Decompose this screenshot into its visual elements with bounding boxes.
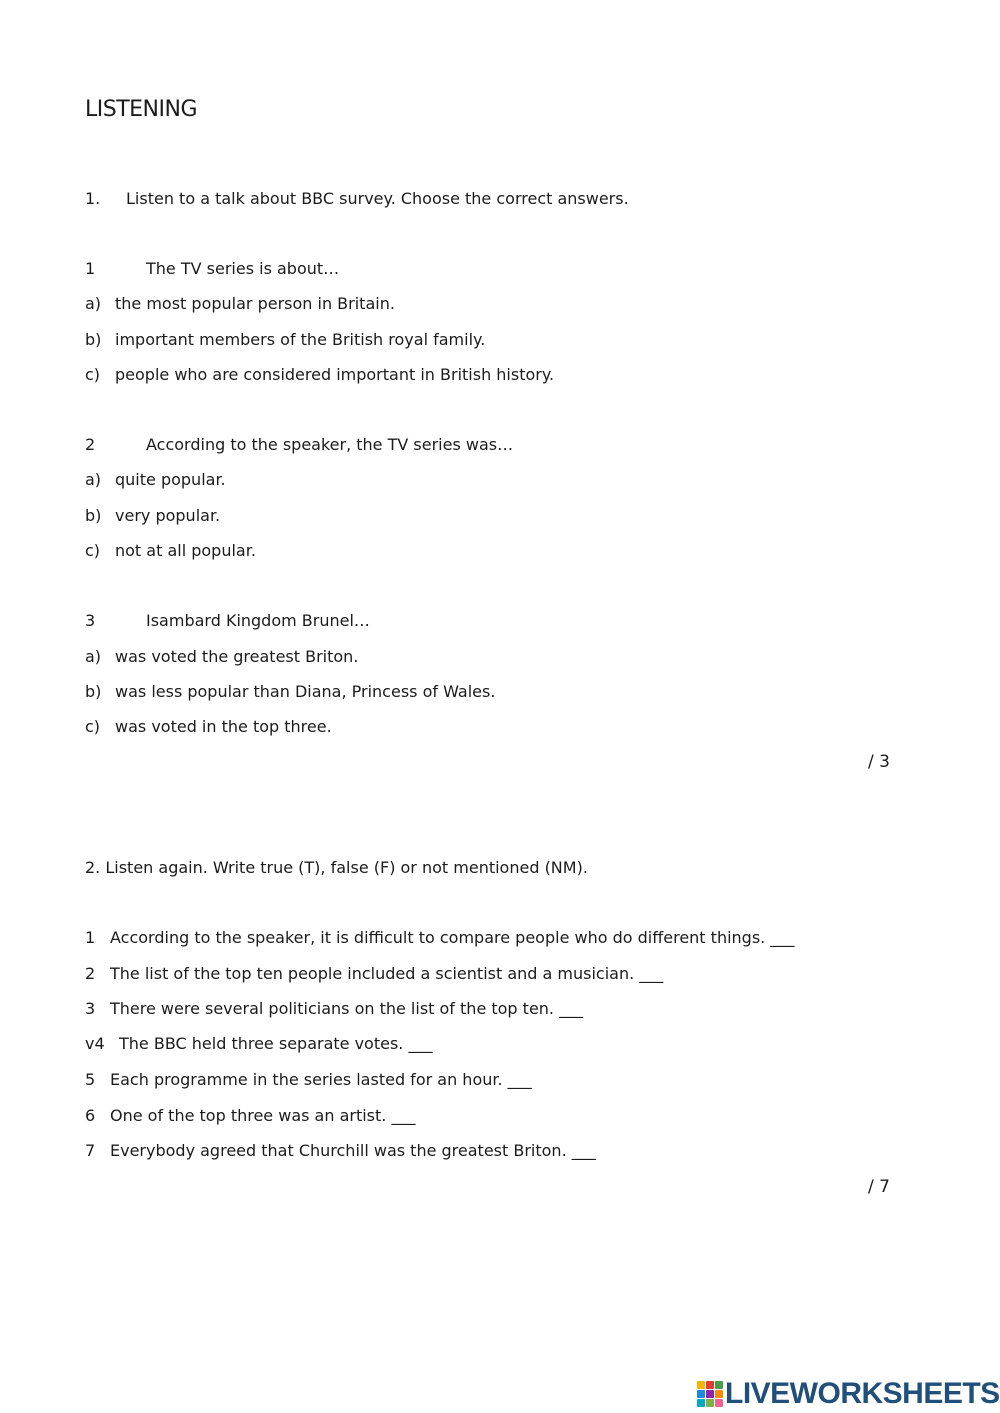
option-letter: b) [85,330,102,349]
statement-text: Everybody agreed that Churchill was the greatest Briton. ___ [110,1141,596,1160]
section2-instruction: 2. Listen again. Write true (T), false (F) or not mentioned (NM). [85,858,588,877]
option-text: not at all popular. [115,541,256,560]
statement-text: The list of the top ten people included a scientist and a musician. ___ [110,964,664,983]
section1-score: / 3 [868,752,890,772]
page-title: LISTENING [85,97,197,122]
statement-text: According to the speaker, it is difficult to compare people who do different things. ___ [110,928,795,947]
logo-square [697,1390,705,1398]
question-number: 1 [85,259,96,278]
logo-square [715,1399,723,1407]
option-letter: c) [85,365,101,384]
option-text: people who are considered important in British history. [115,365,555,384]
option-letter: b) [85,682,102,701]
logo-square [697,1399,705,1407]
option-letter: c) [85,541,101,560]
option-letter: a) [85,294,102,313]
option-letter: a) [85,647,102,666]
question-stem: The TV series is about… [146,259,340,278]
statement-text: The BBC held three separate votes. ___ [119,1034,433,1053]
liveworksheets-logo[interactable] [697,1377,1000,1411]
question-number: 2 [85,435,96,454]
section2-score: / 7 [868,1177,890,1197]
option-text: important members of the British royal family. [115,330,486,349]
option-text: was less popular than Diana, Princess of Wales. [115,682,496,701]
logo-square [706,1381,714,1389]
statement-number: v4 [85,1034,105,1053]
option-text: was voted the greatest Briton. [115,647,359,666]
statement-text: Each programme in the series lasted for an hour. ___ [110,1070,532,1089]
logo-square [706,1399,714,1407]
option-text: very popular. [115,506,221,525]
option-text: quite popular. [115,470,226,489]
statement-number: 7 [85,1141,96,1160]
logo-square [697,1381,705,1389]
option-letter: c) [85,717,101,736]
statement-text: There were several politicians on the list of the top ten. ___ [110,999,584,1018]
option-text: the most popular person in Britain. [115,294,395,313]
statement-number: 5 [85,1070,96,1089]
section1-instruction: Listen to a talk about BBC survey. Choose the correct answers. [126,189,629,208]
question-number: 3 [85,611,96,630]
statement-number: 2 [85,964,96,983]
question-stem: According to the speaker, the TV series was… [146,435,514,454]
section1-number: 1. [85,189,101,208]
logo-square [715,1390,723,1398]
question-stem: Isambard Kingdom Brunel… [146,611,370,630]
logo-square [706,1390,714,1398]
statement-text: One of the top three was an artist. ___ [110,1106,416,1125]
option-letter: b) [85,506,102,525]
logo-text: LIVEWORKSHEETS [725,1377,1000,1410]
statement-number: 3 [85,999,96,1018]
option-text: was voted in the top three. [115,717,332,736]
option-letter: a) [85,470,102,489]
statement-number: 1 [85,928,96,947]
statement-number: 6 [85,1106,96,1125]
liveworksheets-grid-icon [697,1381,723,1407]
logo-square [715,1381,723,1389]
